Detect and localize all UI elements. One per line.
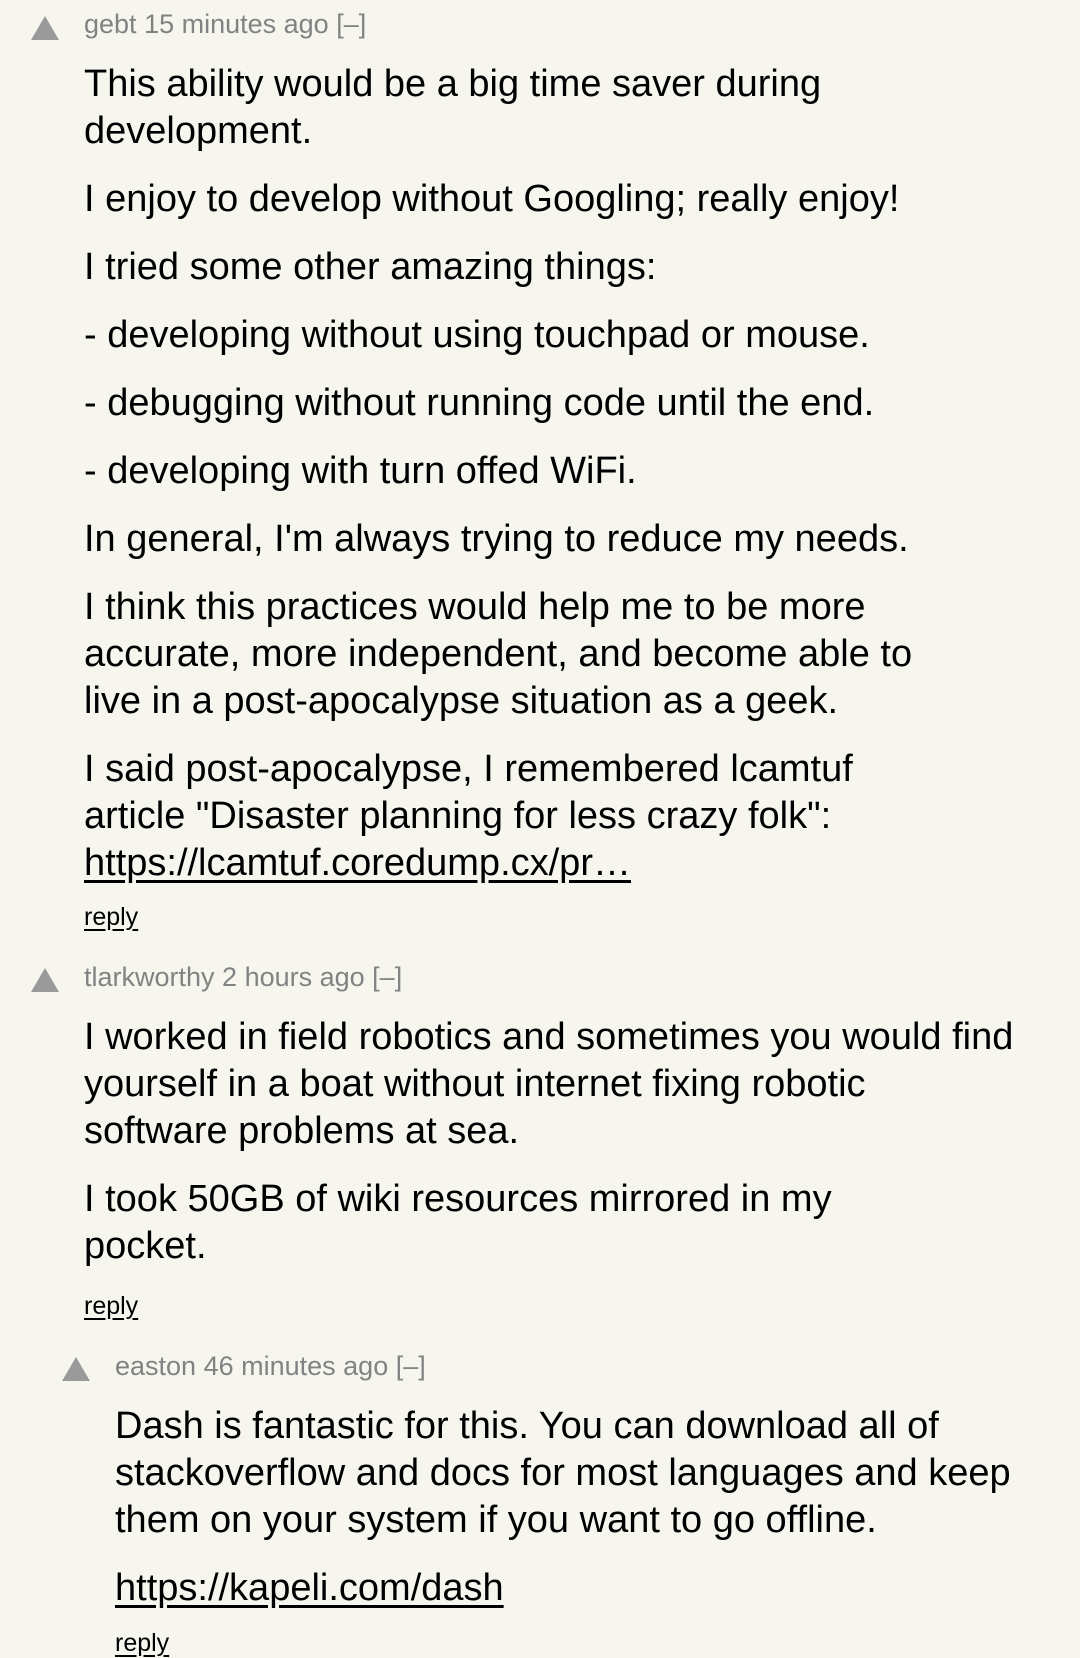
comment-body <box>84 1014 1014 1270</box>
comment-author[interactable]: gebt <box>84 9 137 39</box>
comment-author[interactable]: easton <box>115 1351 197 1381</box>
comment-paragraph: - developing without using touchpad or mouse. <box>84 314 870 356</box>
upvote-arrow-icon[interactable] <box>31 968 59 992</box>
collapse-toggle[interactable]: [–] <box>372 962 403 992</box>
reply-link[interactable]: reply <box>84 903 139 931</box>
reply-link[interactable]: reply <box>115 1629 170 1657</box>
comment-body <box>115 1403 1045 1612</box>
comment-link[interactable]: https://kapeli.com/dash <box>115 1567 504 1609</box>
comment-header <box>84 961 402 993</box>
comment-paragraph <box>84 746 924 887</box>
comment-paragraph: - developing with turn offed WiFi. <box>84 450 637 492</box>
comment-link[interactable]: https://lcamtuf.coredump.cx/pr… <box>84 842 631 884</box>
collapse-toggle[interactable]: [–] <box>395 1351 426 1381</box>
comment-paragraph: - debugging without running code until the end. <box>84 382 875 424</box>
comment-header <box>84 8 366 40</box>
comment-paragraph: I tried some other amazing things: <box>84 246 657 288</box>
comment-paragraph: In general, I'm always trying to reduce my needs. <box>84 518 909 560</box>
reply-link[interactable]: reply <box>84 1292 139 1320</box>
comment-age[interactable]: 2 hours ago <box>222 962 365 992</box>
comment-paragraph: I think this practices would help me to be more accurate, more independent, and become able to live in a post-apocalypse situation as a geek. <box>84 586 913 722</box>
comment-text: I said post-apocalypse, I remembered lcamtuf article "Disaster planning for less crazy folk": <box>84 748 853 837</box>
comment-paragraph <box>115 1565 1045 1612</box>
comment-paragraph: I took 50GB of wiki resources mirrored in my pocket. <box>84 1178 832 1267</box>
collapse-toggle[interactable]: [–] <box>336 9 367 39</box>
comment-paragraph: I worked in field robotics and sometimes you would find yourself in a boat without internet fixing robotic software problems at sea. <box>84 1016 1014 1152</box>
comment-body <box>84 61 984 887</box>
upvote-arrow-icon[interactable] <box>31 16 59 40</box>
comment-age[interactable]: 15 minutes ago <box>144 9 329 39</box>
comment-age[interactable]: 46 minutes ago <box>203 1351 389 1381</box>
comment-header <box>115 1350 426 1382</box>
comment-author[interactable]: tlarkworthy <box>84 962 215 992</box>
upvote-arrow-icon[interactable] <box>62 1357 90 1381</box>
comment-paragraph: I enjoy to develop without Googling; really enjoy! <box>84 178 900 220</box>
comment-paragraph: This ability would be a big time saver during development. <box>84 63 822 152</box>
comment-paragraph: Dash is fantastic for this. You can download all of stackoverflow and docs for most languages and keep them on your system if you want to go offline. <box>115 1405 1011 1541</box>
